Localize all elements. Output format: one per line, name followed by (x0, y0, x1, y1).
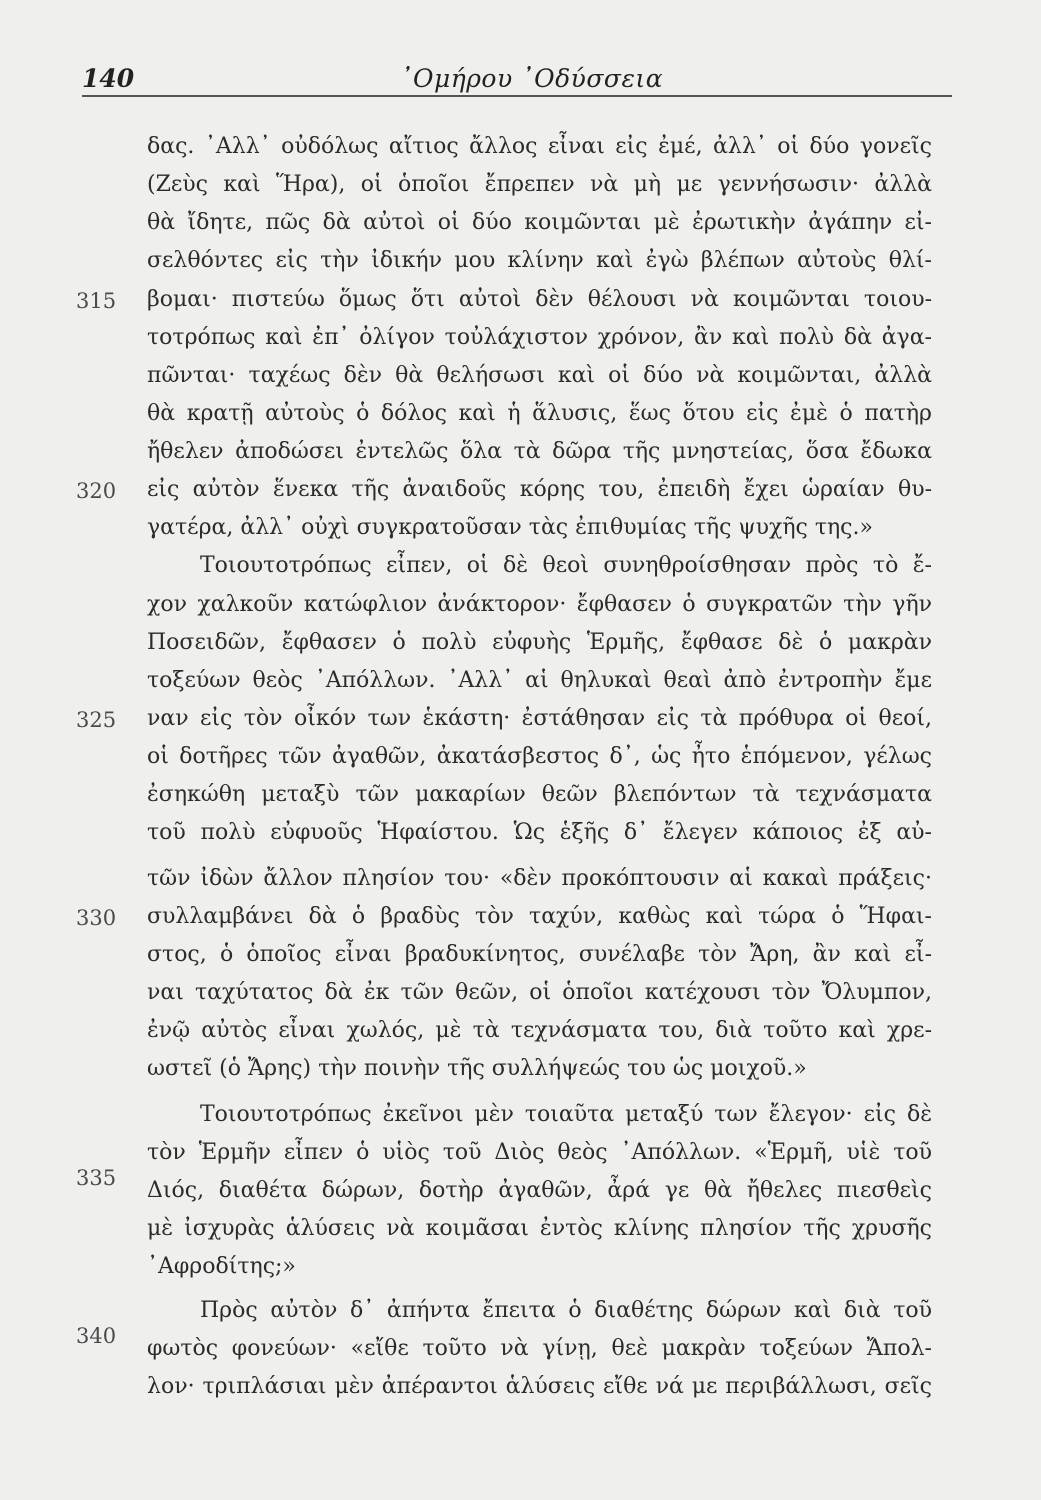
line-number: 340 (76, 1324, 117, 1348)
text-line: τὸν Ἑρμῆν εἶπεν ὁ υἱὸς τοῦ Διὸς θεὸς ᾿Απόλλων. «Ἑρμῆ, υἱὲ τοῦ (147, 1140, 932, 1165)
text-line: φωτὸς φονεύων· «εἴθε τοῦτο νὰ γίνῃ, θεὲ μακρὰν τοξεύων Ἄπολ- (147, 1336, 932, 1361)
text-line: μὲ ἰσχυρὰς ἁλύσεις νὰ κοιμᾶσαι ἐντὸς κλίνης πλησίον τῆς χρυσῆς (147, 1216, 932, 1241)
line-number: 320 (76, 479, 117, 503)
line-number: 315 (76, 289, 117, 313)
text-line: θὰ κρατῇ αὐτοὺς ὁ δόλος καὶ ἡ ἅλυσις, ἕως ὅτου εἰς ἐμὲ ὁ πατὴρ (147, 401, 932, 426)
text-line: σελθόντες εἰς τὴν ἰδικήν μου κλίνην καὶ ἐγὼ βλέπων αὐτοὺς θλί- (147, 248, 932, 273)
text-line: εἰς αὐτὸν ἕνεκα τῆς ἀναιδοῦς κόρης του, ἐπειδὴ ἔχει ὡραίαν θυ- (147, 477, 932, 502)
text-line: Τοιουτοτρόπως εἶπεν, οἱ δὲ θεοὶ συνηθροίσθησαν πρὸς τὸ ἔ- (200, 553, 932, 578)
header-rule (82, 95, 952, 97)
text-line: τοτρόπως καὶ ἐπ᾿ ὀλίγον τοὐλάχιστον χρόνον, ἂν καὶ πολὺ δὰ ἀγα- (147, 325, 932, 350)
line-number: 335 (76, 1166, 117, 1190)
text-line: ἐσηκώθη μεταξὺ τῶν μακαρίων θεῶν βλεπόντων τὰ τεχνάσματα (147, 782, 932, 807)
text-line: γατέρα, ἀλλ᾿ οὐχὶ συγκρατοῦσαν τὰς ἐπιθυμίας τῆς ψυχῆς της.» (147, 515, 873, 540)
text-line: τοξεύων θεὸς ᾿Απόλλων. ᾿Αλλ᾿ αἱ θηλυκαὶ θεαὶ ἀπὸ ἐντροπὴν ἔμε (147, 668, 932, 693)
line-number: 330 (76, 906, 117, 930)
text-line: ἤθελεν ἀποδώσει ἐντελῶς ὅλα τὰ δῶρα τῆς μνηστείας, ὅσα ἔδωκα (147, 439, 932, 464)
text-line: ἐνῷ αὐτὸς εἶναι χωλός, μὲ τὰ τεχνάσματα του, διὰ τοῦτο καὶ χρε- (147, 1018, 932, 1043)
text-line: ωστεῖ (ὁ Ἄρης) τὴν ποινὴν τῆς συλλήψεώς του ὡς μοιχοῦ.» (147, 1056, 807, 1081)
text-line: συλλαμβάνει δὰ ὁ βραδὺς τὸν ταχύν, καθὼς καὶ τώρα ὁ Ἥφαι- (147, 904, 932, 929)
text-line: βομαι· πιστεύω ὅμως ὅτι αὐτοὶ δὲν θέλουσι νὰ κοιμῶνται τοιου- (147, 287, 932, 312)
text-line: Τοιουτοτρόπως ἐκεῖνοι μὲν τοιαῦτα μεταξύ των ἔλεγον· εἰς δὲ (200, 1102, 932, 1127)
text-line: λον· τριπλάσιαι μὲν ἀπέραντοι ἁλύσεις εἴθε νά με περιβάλλωσι, σεῖς (147, 1374, 932, 1399)
line-number: 325 (76, 708, 117, 732)
page-number: 140 (82, 64, 135, 93)
text-line: τοῦ πολὺ εὐφυοῦς Ἡφαίστου. Ὡς ἑξῆς δ᾿ ἔλεγεν κάποιος ἐξ αὐ- (147, 820, 932, 845)
text-line: ᾿Αφροδίτης;» (147, 1254, 296, 1279)
text-line: στος, ὁ ὁποῖος εἶναι βραδυκίνητος, συνέλαβε τὸν Ἄρη, ἂν καὶ εἶ- (147, 942, 932, 967)
text-line: θὰ ἴδητε, πῶς δὰ αὐτοὶ οἱ δύο κοιμῶνται μὲ ἐρωτικὴν ἀγάπην εἰ- (147, 210, 932, 235)
text-line: ναι ταχύτατος δὰ ἐκ τῶν θεῶν, οἱ ὁποῖοι κατέχουσι τὸν Ὄλυμπον, (147, 980, 932, 1005)
running-title: ᾿Ομήρου ᾿Οδύσσεια (400, 64, 664, 93)
text-line: τῶν ἰδὼν ἄλλον πλησίον του· «δὲν προκόπτουσιν αἱ κακαὶ πράξεις· (147, 866, 932, 891)
text-line: οἱ δοτῆρες τῶν ἀγαθῶν, ἀκατάσβεστος δ᾿, ὡς ἦτο ἑπόμενον, γέλως (147, 744, 932, 769)
text-line: χον χαλκοῦν κατώφλιον ἀνάκτορον· ἔφθασεν ὁ συγκρατῶν τὴν γῆν (147, 592, 932, 617)
text-line: ναν εἰς τὸν οἶκόν των ἑκάστη· ἐστάθησαν εἰς τὰ πρόθυρα οἱ θεοί, (147, 706, 932, 731)
text-line: δας. ᾿Αλλ᾿ οὐδόλως αἴτιος ἄλλος εἶναι εἰς ἐμέ, ἀλλ᾿ οἱ δύο γονεῖς (147, 134, 932, 159)
text-line: Πρὸς αὐτὸν δ᾿ ἀπήντα ἔπειτα ὁ διαθέτης δώρων καὶ διὰ τοῦ (200, 1298, 932, 1323)
text-line: πῶνται· ταχέως δὲν θὰ θελήσωσι καὶ οἱ δύο νὰ κοιμῶνται, ἀλλὰ (147, 363, 932, 388)
text-line: Διός, διαθέτα δώρων, δοτὴρ ἀγαθῶν, ἆρά γε θὰ ἤθελες πιεσθεὶς (147, 1178, 932, 1203)
text-line: (Ζεὺς καὶ Ἥρα), οἱ ὁποῖοι ἔπρεπεν νὰ μὴ με γεννήσωσιν· ἀλλὰ (147, 172, 932, 197)
text-line: Ποσειδῶν, ἔφθασεν ὁ πολὺ εὐφυὴς Ἑρμῆς, ἔφθασε δὲ ὁ μακρὰν (147, 630, 932, 655)
